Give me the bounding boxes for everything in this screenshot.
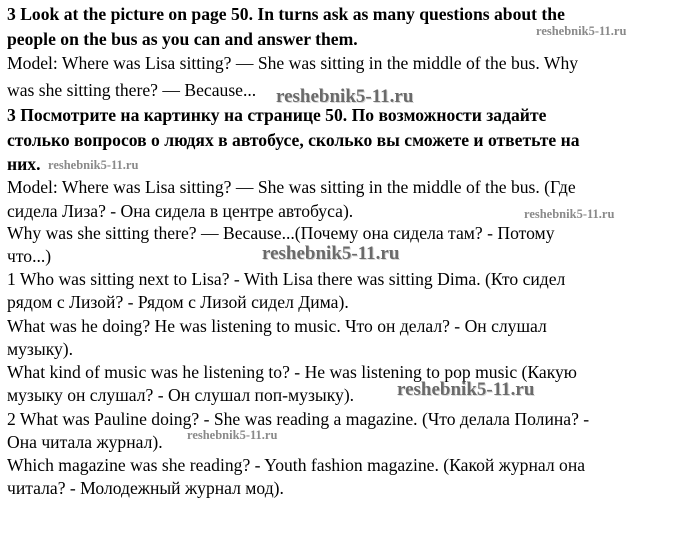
- model-ru-line-2: сидела Лиза? - Она сидела в центре автобуса).: [7, 201, 354, 221]
- watermark: reshebnik5-11.ru: [276, 86, 414, 107]
- watermark: reshebnik5-11.ru: [262, 243, 400, 264]
- watermark: reshebnik5-11.ru: [536, 24, 627, 38]
- model-line-1: Model: Where was Lisa sitting? — She was sitting in the middle of the bus. Why: [7, 53, 579, 73]
- answer-1-line-4: музыку).: [7, 339, 74, 359]
- exercise-heading-line-1: 3 Look at the picture on page 50. In turns ask as many questions about the: [7, 4, 565, 24]
- answer-1-line-1: 1 Who was sitting next to Lisa? - With Lisa there was sitting Dima. (Кто сидел: [7, 269, 566, 289]
- answer-1-line-5: What kind of music was he listening to? - He was listening to pop music (Какую: [7, 362, 577, 382]
- answer-1-line-2: рядом с Лизой? - Рядом с Лизой сидел Дима).: [7, 292, 349, 312]
- watermark: reshebnik5-11.ru: [524, 207, 615, 221]
- answer-2-line-2: Она читала журнал).: [7, 432, 163, 452]
- answer-2-line-4: читала? - Молодежный журнал мод).: [7, 478, 284, 498]
- model-ru-line-3: Why was she sitting there? — Because...(Почему она сидела там? - Потому: [7, 223, 555, 243]
- watermark: reshebnik5-11.ru: [397, 379, 535, 400]
- answer-2-line-1: 2 What was Pauline doing? - She was reading a magazine. (Что делала Полина? -: [7, 409, 590, 429]
- model-line-2: was she sitting there? — Because...: [7, 80, 257, 100]
- model-ru-line-4: что...): [7, 246, 52, 266]
- answer-2-line-3: Which magazine was she reading? - Youth fashion magazine. (Какой журнал она: [7, 455, 586, 475]
- answer-1-line-6: музыку он слушал? - Он слушал поп-музыку).: [7, 385, 355, 405]
- watermark: reshebnik5-11.ru: [187, 428, 278, 442]
- exercise-heading-ru-line-2: столько вопросов о людях в автобусе, сколько вы сможете и ответьте на: [7, 130, 580, 150]
- watermark: reshebnik5-11.ru: [48, 158, 139, 172]
- exercise-heading-ru-line-1: 3 Посмотрите на картинку на странице 50. По возможности задайте: [7, 105, 547, 125]
- answer-1-line-3: What was he doing? He was listening to music. Что он делал? - Он слушал: [7, 316, 547, 336]
- model-ru-line-1: Model: Where was Lisa sitting? — She was sitting in the middle of the bus. (Где: [7, 177, 576, 197]
- exercise-heading-line-2: people on the bus as you can and answer them.: [7, 29, 358, 49]
- exercise-heading-ru-line-3: них.: [7, 154, 41, 174]
